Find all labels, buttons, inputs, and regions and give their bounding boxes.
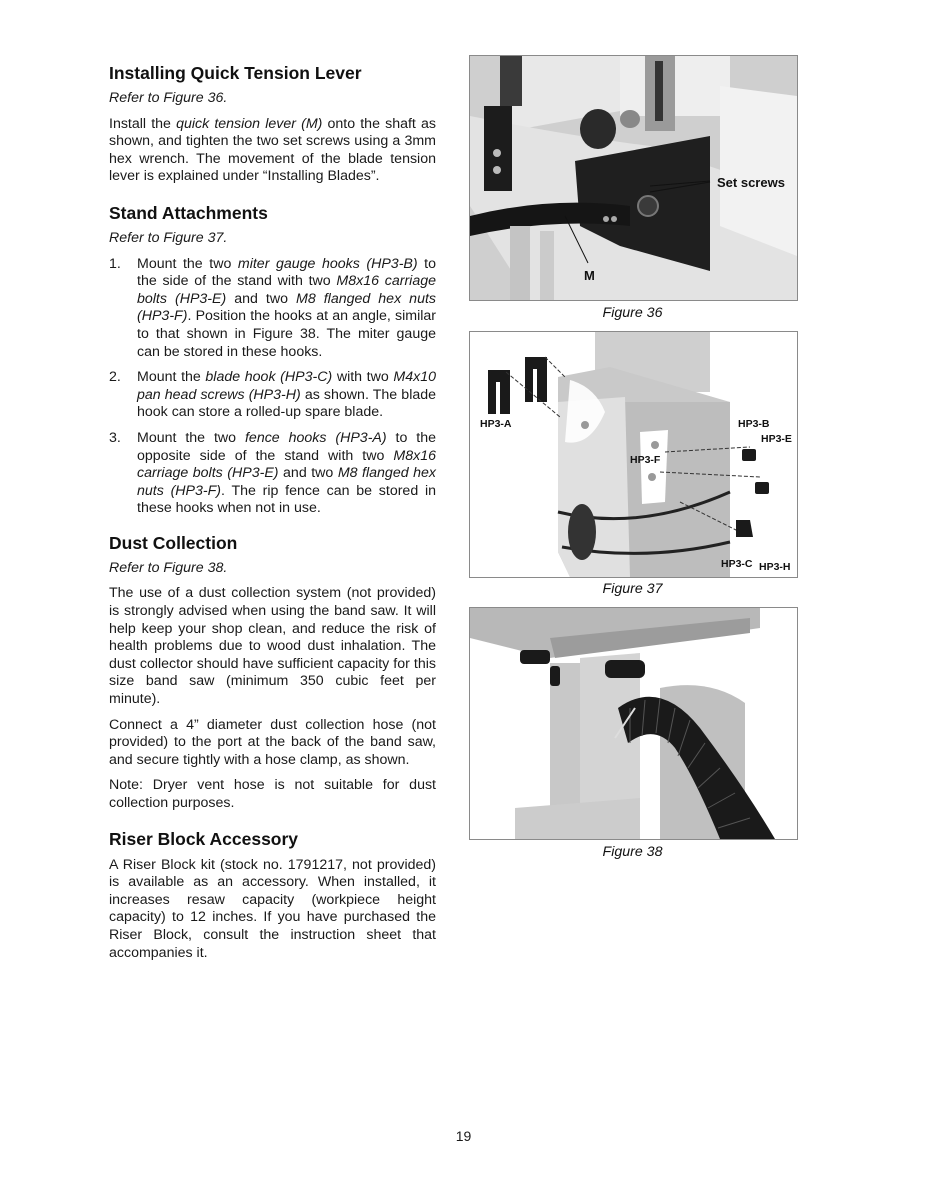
figure-38-caption: Figure 38 [602, 844, 663, 860]
paragraph: Connect a 4” diameter dust collection hose (not provided) to the port at the back of the band saw, and secure tightly with a hose clamp, as shown. [109, 716, 436, 768]
paragraph: A Riser Block kit (stock no. 1791217, not provided) is available as an accessory. When installed, it increases resaw capacity (workpiece height capacity) to 12 inches. If you have purchased the Riser Block, consult the instruction sheet that accompanies it. [109, 856, 436, 961]
list-item: 2. Mount the blade hook (HP3-C) with two M4x10 pan head screws (HP3-H) as shown. The blade hook can store a rolled-up spare blade. [109, 369, 437, 421]
section-stand-attachments [109, 203, 436, 518]
label-set-screws: Set screws [717, 175, 785, 190]
heading-dust-collection: Dust Collection [109, 532, 238, 553]
text-column [109, 63, 436, 962]
section-quick-tension-lever [109, 63, 436, 186]
dust-collection-hose-photo [470, 608, 797, 839]
label-m: M [584, 268, 595, 283]
figure-reference: Refer to Figure 37. [109, 229, 228, 246]
label-hp3-b: HP3-B [738, 418, 770, 430]
figure-37-caption: Figure 37 [602, 581, 663, 597]
label-hp3-a: HP3-A [480, 418, 512, 430]
section-dust-collection [109, 533, 436, 813]
figure-38-photo [469, 607, 798, 840]
label-hp3-e: HP3-E [761, 433, 792, 445]
figure-37-diagram [469, 331, 798, 578]
heading-stand-attachments: Stand Attachments [109, 202, 268, 223]
page-number: 19 [455, 1128, 472, 1144]
figure-36-photo [469, 55, 798, 301]
label-hp3-h: HP3-H [759, 561, 791, 573]
list-item: 1. Mount the two miter gauge hooks (HP3-B) to the side of the stand with two M8x16 carriage bolts (HP3-E) and two M8 flanged hex nuts (HP3-F). Position the hooks at an angle, similar to that shown in Figure 38. The miter gauge can be stored in these hooks. [109, 255, 437, 360]
label-hp3-c: HP3-C [721, 558, 753, 570]
figure-reference: Refer to Figure 38. [109, 559, 228, 576]
heading-quick-tension-lever: Installing Quick Tension Lever [109, 63, 362, 83]
paragraph: Install the quick tension lever (M) onto the shaft as shown, and tighten the two set screws using a 3mm hex wrench. The movement of the blade tension lever is explained under “Installing Blades”. [109, 115, 436, 185]
steps-list [109, 256, 436, 518]
section-riser-block [109, 829, 436, 963]
paragraph: The use of a dust collection system (not provided) is strongly advised when using the band saw. It will help keep your shop clean, and reduce the risk of health problems due to wood dust inhalation. The dust collector should have sufficient capacity for this size band saw (minimum 350 cubic feet per minute). [109, 585, 436, 708]
list-item: 3. Mount the two fence hooks (HP3-A) to the opposite side of the stand with two M8x16 carriage bolts (HP3-E) and two M8 flanged hex nuts (HP3-F). The rip fence can be stored in these hooks when not in use. [109, 429, 437, 517]
note-paragraph: Note: Dryer vent hose is not suitable for dust collection purposes. [109, 777, 436, 811]
figure-36-caption: Figure 36 [602, 305, 663, 321]
label-hp3-f: HP3-F [630, 454, 661, 466]
figure-reference: Refer to Figure 36. [109, 90, 228, 106]
heading-riser-block: Riser Block Accessory [109, 828, 299, 849]
